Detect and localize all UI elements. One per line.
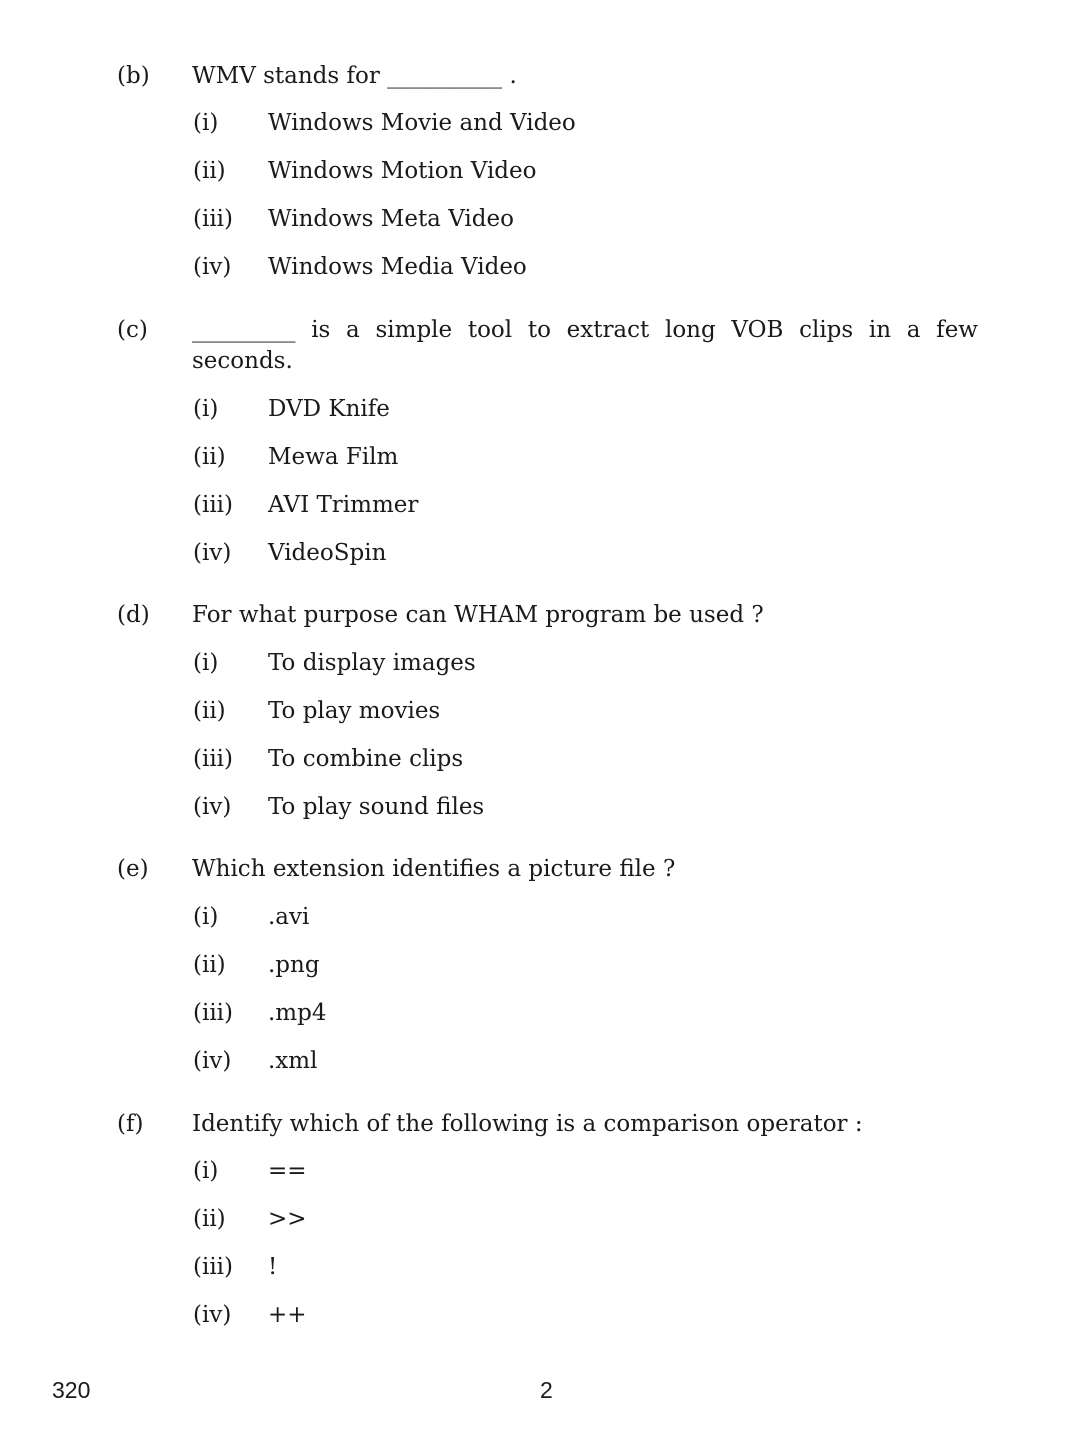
option-label: (ii)	[193, 698, 226, 724]
question-label: (f)	[117, 1111, 144, 1137]
option-item	[0, 442, 1091, 473]
option-item	[0, 204, 1091, 235]
option-text: To play movies	[268, 698, 441, 724]
option-item	[0, 108, 1091, 139]
option-item	[0, 998, 1091, 1029]
option-item	[0, 792, 1091, 823]
option-label: (iii)	[193, 206, 234, 232]
option-label: (iv)	[193, 1048, 232, 1074]
option-text: ==	[268, 1158, 307, 1184]
option-item	[0, 156, 1091, 187]
option-label: (iv)	[193, 540, 232, 566]
option-label: (i)	[193, 650, 219, 676]
question-label: (d)	[117, 602, 150, 628]
option-label: (iii)	[193, 746, 234, 772]
question-label: (b)	[117, 63, 150, 89]
option-item	[0, 902, 1091, 933]
option-label: (iv)	[193, 794, 232, 820]
option-text: AVI Trimmer	[268, 492, 419, 518]
option-item	[0, 1046, 1091, 1077]
option-item	[0, 1300, 1091, 1331]
option-item	[0, 950, 1091, 981]
option-text: Windows Movie and Video	[268, 110, 576, 136]
option-item	[0, 252, 1091, 283]
option-label: (iii)	[193, 492, 234, 518]
option-item	[0, 1156, 1091, 1187]
option-label: (i)	[193, 396, 219, 422]
option-text: .xml	[268, 1048, 318, 1074]
option-label: (ii)	[193, 952, 226, 978]
option-item	[0, 696, 1091, 727]
option-label: (ii)	[193, 158, 226, 184]
question-label: (c)	[117, 317, 148, 343]
option-label: (iii)	[193, 1000, 234, 1026]
question-text: Identify which of the following is a comparison operator :	[192, 1111, 863, 1137]
option-text: To combine clips	[268, 746, 464, 772]
option-label: (ii)	[193, 1206, 226, 1232]
option-label: (iv)	[193, 254, 232, 280]
option-item	[0, 490, 1091, 521]
page-number: 2	[540, 1377, 553, 1403]
paper-code: 320	[52, 1377, 91, 1403]
option-item	[0, 744, 1091, 775]
option-text: Windows Motion Video	[268, 158, 537, 184]
question-text: _________ is a simple tool to extract long VOB clips in a few seconds.	[192, 317, 978, 374]
question-text: Which extension identifies a picture file ?	[192, 856, 676, 882]
option-text: Windows Media Video	[268, 254, 527, 280]
option-text: DVD Knife	[268, 396, 390, 422]
option-text: ++	[268, 1302, 307, 1328]
option-text: Mewa Film	[268, 444, 399, 470]
option-item	[0, 1204, 1091, 1235]
option-label: (i)	[193, 110, 219, 136]
option-label: (iv)	[193, 1302, 232, 1328]
option-label: (iii)	[193, 1254, 234, 1280]
question-text: WMV stands for __________ .	[192, 63, 517, 89]
option-item	[0, 648, 1091, 679]
option-text: Windows Meta Video	[268, 206, 514, 232]
option-label: (i)	[193, 1158, 219, 1184]
option-label: (ii)	[193, 444, 226, 470]
option-text: .png	[268, 952, 320, 978]
option-text: >>	[268, 1206, 307, 1232]
option-item	[0, 538, 1091, 569]
question-label: (e)	[117, 856, 149, 882]
option-text: To display images	[268, 650, 476, 676]
question-text: For what purpose can WHAM program be used ?	[192, 602, 764, 628]
option-label: (i)	[193, 904, 219, 930]
option-item	[0, 394, 1091, 425]
option-text: To play sound files	[268, 794, 485, 820]
option-text: !	[268, 1254, 278, 1280]
option-text: VideoSpin	[268, 540, 387, 566]
option-text: .avi	[268, 904, 310, 930]
option-item	[0, 1252, 1091, 1283]
option-text: .mp4	[268, 1000, 327, 1026]
